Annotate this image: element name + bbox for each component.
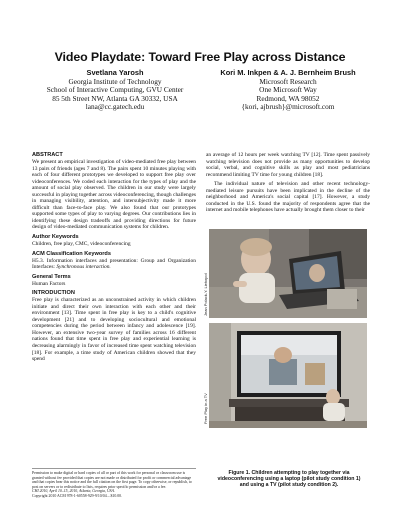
introduction-text: Free play is characterized as an unconstrained activity in which children initiate and direct their own interaction with each other and their environment [13]. Time spent in free play is key to a child's cognitive development [21] and to developing sociocultural and emotional competencies during the period between infancy and adolescence [19]. However, an extensive two-year survey of families across 16 different nations found that time spent in free play and experiential learning is decreasing alarmingly in favor of increased time spent watching television [18]. For example, a time study of American children showed that they spend [32, 297, 196, 363]
author-block-left [35, 69, 195, 112]
author-email: {kori, ajbrush}@microsoft.com [241, 102, 335, 112]
abstract-text: We present an empirical investigation of video-mediated free play between 13 pairs of friends (ages 7 and 8). The pairs spent 10 minutes playing with each of four different prototypes we developed to support free play over videoconferences. We coded each interaction for the types of play and the amount of social play observed. The children in our study were largely successful in playing together across videoconferencing, though challenges in managing visibility, attention, and intersubjectivity made it more difficult than face-to-face play. We also found that our prototypes supported some types of play to varying degrees. Our contributions lies in identifying these design tradeoffs and providing directions for future design of video-mediated communication systems for children. [32, 159, 196, 231]
author-address: 85 5th Street NW, Atlanta GA 30332, USA [52, 93, 178, 103]
body-paragraph: The individual nature of television and other recent technology-mediated leisure pursuits have been implicated in the decline of the neighborhood and America's social capital [17]. However, a study conducted in the U.S. found the majority of respondents agree that the internet and mobile telephones have actually brought them closer to their [206, 181, 370, 214]
figure-photo-laptop [209, 229, 367, 318]
body-paragraph: an average of 12 hours per week watching TV [12]. Time spent passively watching television does not provide as many opportunities to develop social, verbal, and cognitive skills as play and most pediatricians recommend limiting TV time for young children [18]. [206, 152, 370, 178]
keywords-text: Children, free play, CMC, videoconferencing [32, 241, 131, 248]
acm-heading: ACM Classification Keywords [32, 250, 111, 257]
author-block-right [208, 69, 368, 112]
right-column [206, 152, 370, 214]
laptop-scene-image [209, 229, 367, 318]
author-email: lana@cc.gatech.edu [85, 102, 145, 112]
permission-text: Permission to make digital or hard copies of all or part of this work for personal or classroom use is granted without fee provided that copies are not made or distributed for profit or commercial advantage and that copies bear this notice and the full citation on the first page. To copy otherwise, or republish, to post on servers or to redistribute to lists, requires prior specific permission and/or a fee. [32, 471, 192, 489]
keywords-heading: Author Keywords [32, 234, 79, 241]
figure-photo-tv [209, 323, 367, 428]
general-terms-heading: General Terms [32, 273, 71, 280]
tv-scene-image [209, 323, 367, 428]
acm-text: H5.3. Information interfaces and presentation: Group and Organization Interfaces: Synchronous interaction. [32, 257, 196, 271]
photo-credit: Free Play in a TV [203, 393, 208, 424]
author-name: Svetlana Yarosh [86, 68, 144, 77]
general-terms-text: Human Factors [32, 280, 66, 287]
photo-credit: Jean Polack-Y. Liehopol [203, 273, 208, 316]
left-column [32, 152, 196, 363]
author-affiliation: Microsoft Research [259, 76, 317, 86]
copyright-line: Copyright 2010 ACM 978-1-60558-929-9/10/04....$10.00. [32, 493, 123, 498]
copyright-notice [32, 468, 196, 498]
author-affiliation: Georgia Institute of Technology [68, 76, 162, 86]
author-department: School of Interactive Computing, GVU Center [46, 85, 184, 95]
author-address-street: One Microsoft Way [259, 85, 317, 95]
introduction-heading: INTRODUCTION [32, 290, 75, 297]
author-name: Kori M. Inkpen & A. J. Bernheim Brush [220, 68, 356, 77]
conference-line: CHI 2010, April 10–15, 2010, Atlanta, Georgia, USA. [32, 489, 115, 494]
abstract-heading: ABSTRACT [32, 152, 63, 158]
author-address-city: Redmond, WA 98052 [256, 93, 320, 103]
figure-caption: Figure 1. Children attempting to play together via videoconferencing using a laptop (pilot study condition 1) and using a TV (pilot study condition 2). [217, 470, 361, 489]
paper-title: Video Playdate: Toward Free Play across Distance [54, 50, 346, 64]
